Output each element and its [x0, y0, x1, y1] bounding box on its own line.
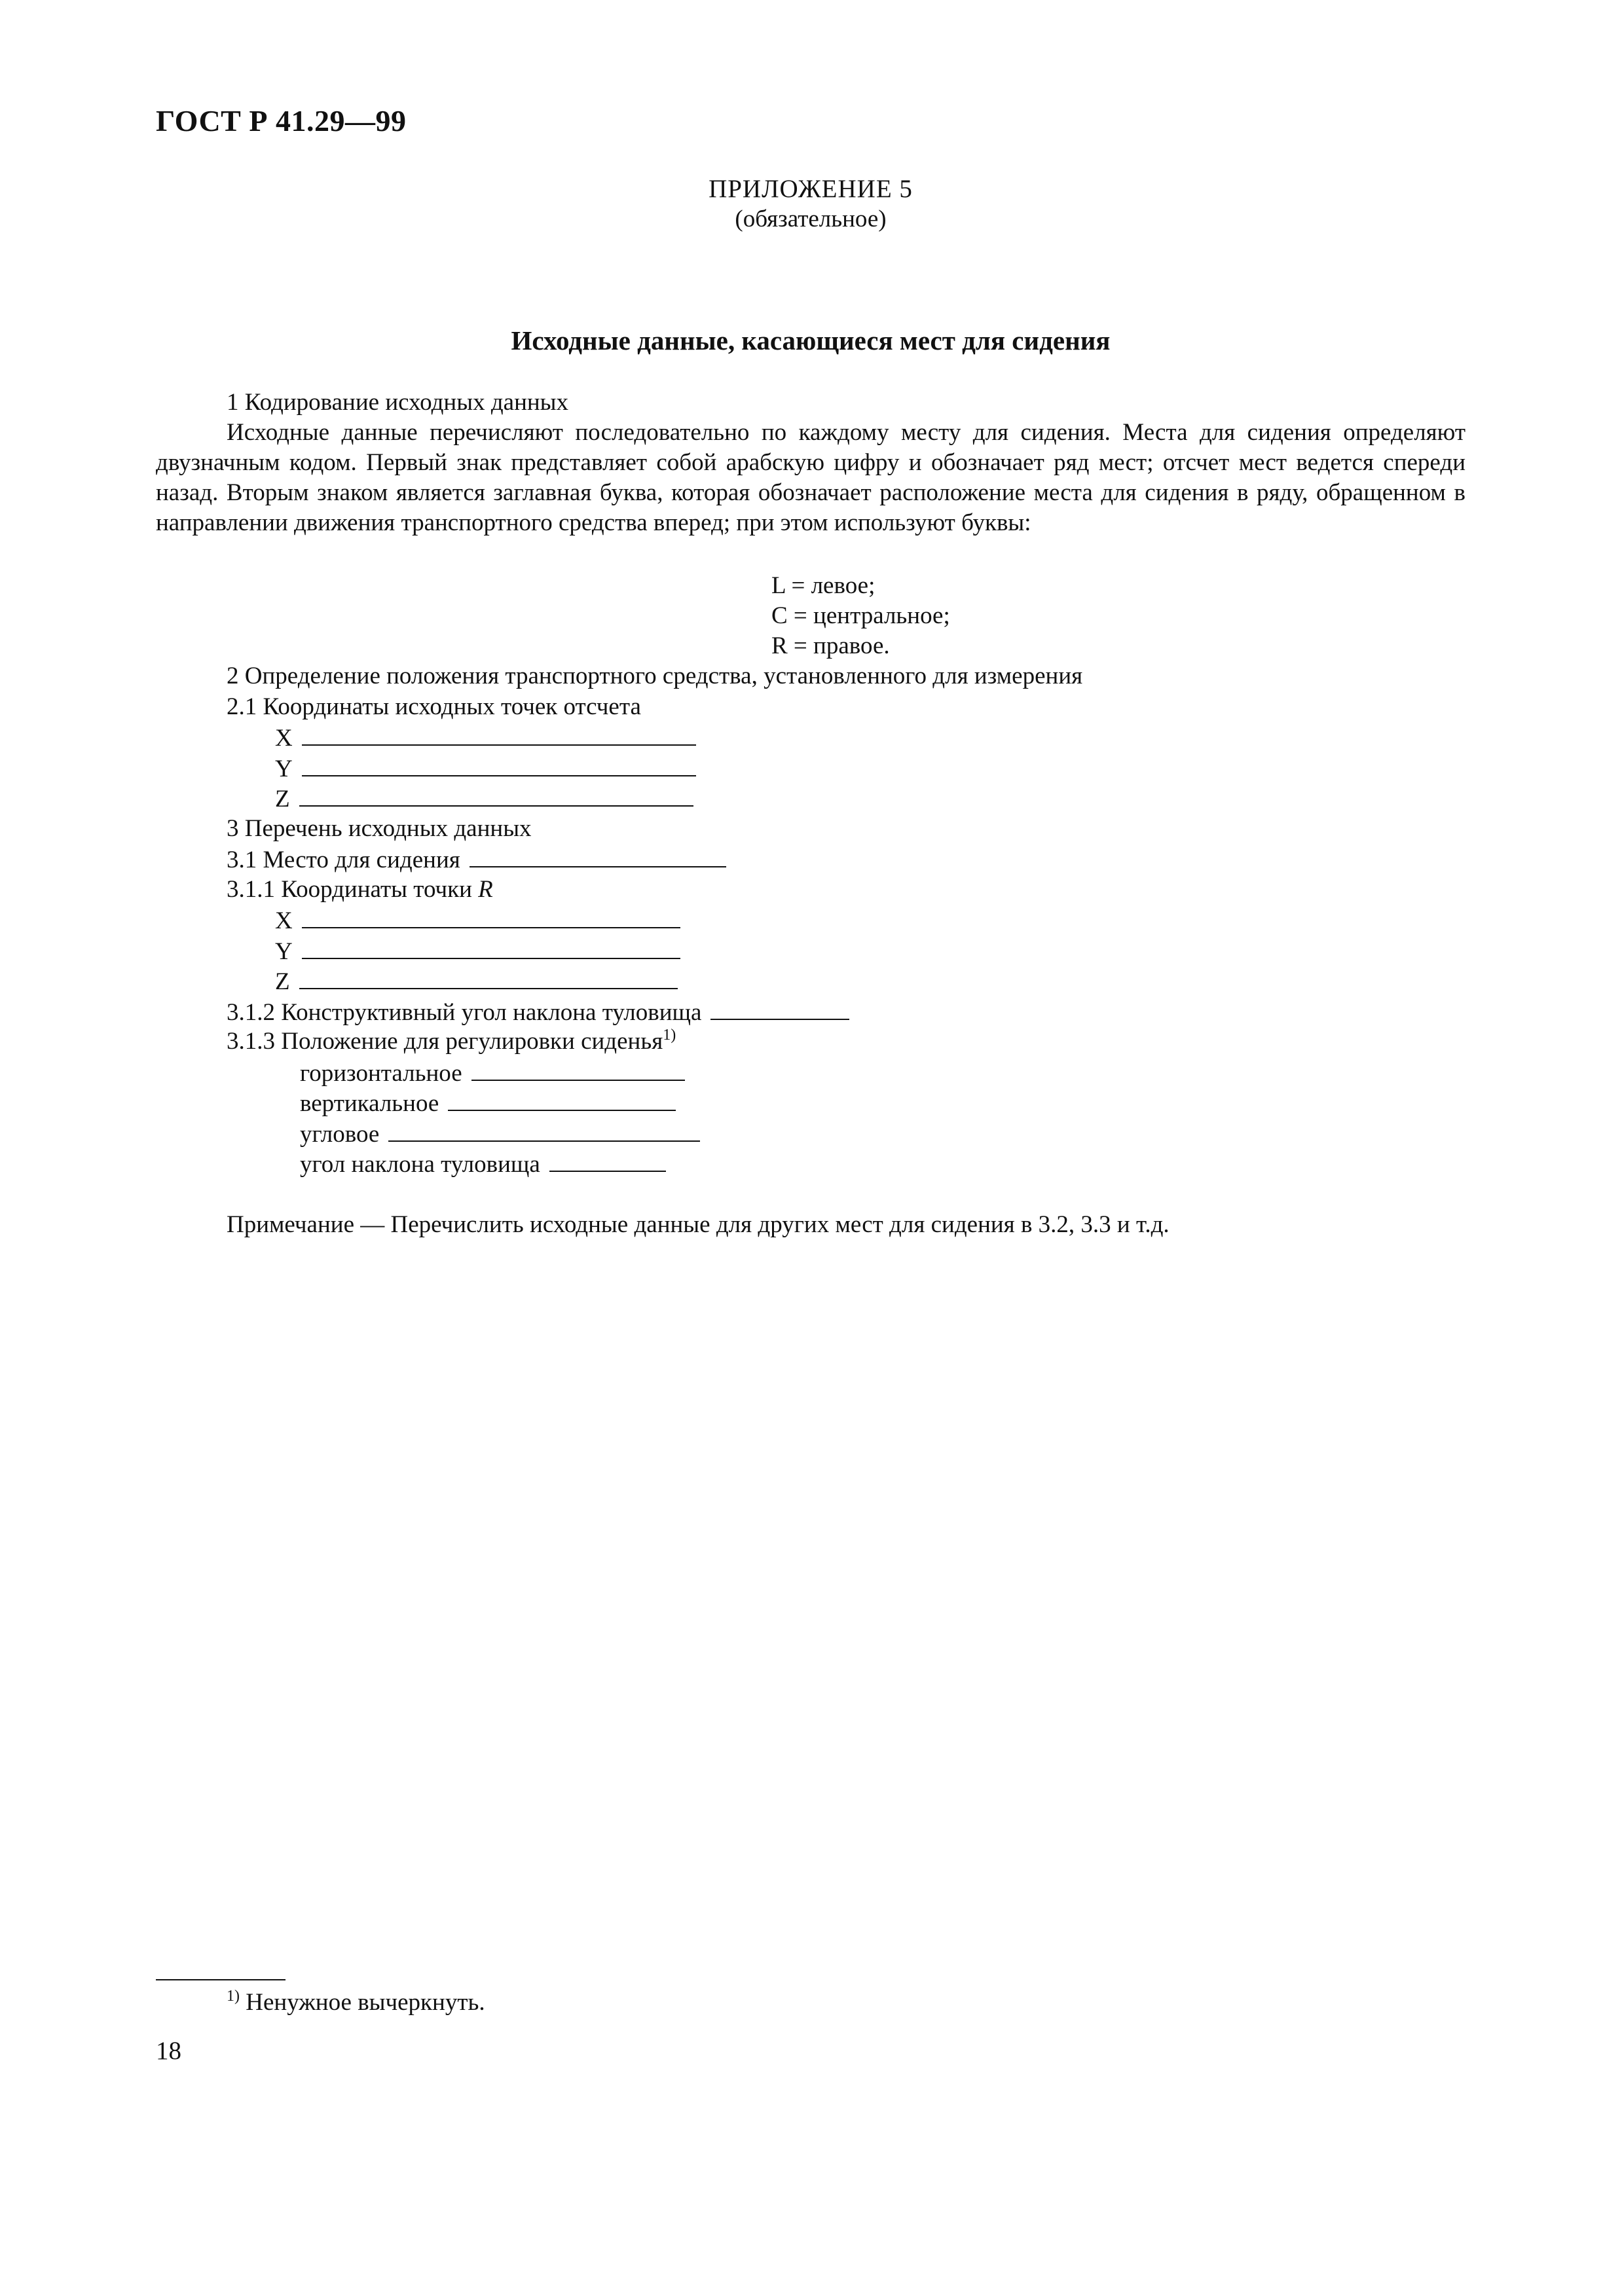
r-point-heading: 3.1.1 Координаты точки R — [227, 876, 493, 903]
document-code: ГОСТ Р 41.29—99 — [156, 104, 407, 137]
section-3-heading: 3 Перечень исходных данных — [227, 815, 532, 842]
note: Примечание — Перечислить исходные данные для других мест для сидения в 3.2, 3.3 и т.д. — [227, 1211, 1170, 1238]
ref-z-field: Z — [275, 783, 693, 814]
ref-x-field: X — [275, 722, 696, 754]
seat-adjust-heading: 3.1.3 Положение для регулировки сиденья$^{1)}$ — [227, 1027, 676, 1055]
footnote-divider — [156, 1979, 286, 1980]
adjust-torso-angle-field: угол наклона туловища — [300, 1148, 666, 1180]
appendix-label: ПРИЛОЖЕНИЕ 5 — [709, 175, 913, 203]
torso-angle-field: 3.1.2 Конструктивный угол наклона туловища — [227, 996, 849, 1028]
code-left: L = левое; — [771, 572, 876, 599]
seat-field: 3.1 Место для сидения — [227, 844, 726, 875]
adjust-vertical-field: вертикальное — [300, 1087, 676, 1119]
footnote: $^{1)}$ Ненужное вычеркнуть. — [227, 1988, 485, 2016]
section-1-paragraph: Исходные данные перечисляют последовательно по каждому месту для сидения. Места для сидения определяют двузначным кодом. Первый знак представляет собой арабскую цифру и обозначает ряд мест; отсчет мест ведется спереди назад. Вторым знаком является заглавная буква, которая обозначает расположение места для сидения в ряду, обращенном в направлении движения транспортного средства вперед; при этом используют буквы: — [156, 419, 1465, 536]
adjust-horizontal-field: горизонтальное — [300, 1057, 685, 1089]
appendix-status: (обязательное) — [735, 206, 887, 232]
code-center: C = центральное; — [771, 602, 950, 629]
code-right: R = правое. — [771, 632, 890, 659]
section-2-heading: 2 Определение положения транспортного средства, установленного для измерения — [227, 663, 1083, 689]
r-point-z-field: Z — [275, 966, 678, 997]
adjust-angular-field: угловое — [300, 1118, 700, 1150]
section-2-1-heading: 2.1 Координаты исходных точек отсчета — [227, 693, 641, 720]
ref-y-field: Y — [275, 753, 696, 784]
r-point-y-field: Y — [275, 936, 680, 967]
page-number: 18 — [156, 2037, 181, 2065]
section-1-heading: 1 Кодирование исходных данных — [227, 389, 569, 416]
section-title: Исходные данные, касающиеся мест для сидения — [511, 325, 1111, 355]
r-point-x-field: X — [275, 905, 680, 936]
